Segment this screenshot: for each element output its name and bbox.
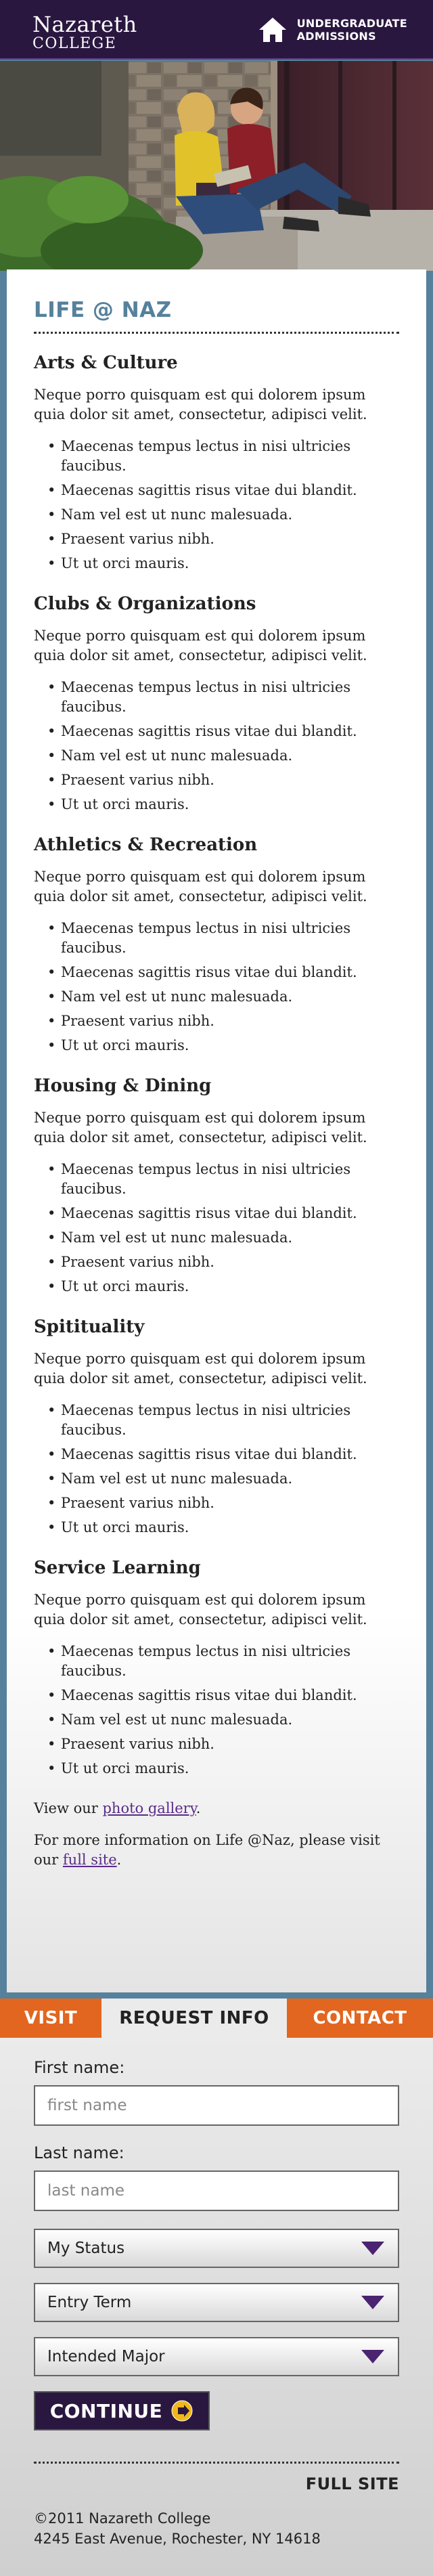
list-item: • Maecenas sagittis risus vitae dui blandit. (47, 1686, 399, 1705)
list-item: • Ut ut orci mauris. (47, 1036, 399, 1055)
first-name-label: First name: (34, 2058, 125, 2077)
gallery-suffix: . (196, 1800, 201, 1816)
list-item: • Praesent varius nibh. (47, 1252, 399, 1272)
list-item: • Maecenas sagittis risus vitae dui blandit. (47, 481, 399, 500)
site-header (0, 0, 433, 60)
section-heading: Housing & Dining (34, 1076, 212, 1096)
list-item: • Praesent varius nibh. (47, 770, 399, 790)
section-list (47, 1401, 399, 1537)
intended-major-value: Intended Major (47, 2348, 165, 2365)
section-body: Neque porro quisquam est qui dolorem ipsum quia dolor sit amet, consectetur, adipisci velit. (34, 387, 367, 422)
list-item: • Nam vel est ut nunc malesuada. (47, 1710, 399, 1730)
gallery-sentence (34, 1799, 399, 1818)
section-heading: Clubs & Organizations (34, 594, 256, 614)
section-heading: Spitituality (34, 1317, 145, 1337)
list-item: • Maecenas sagittis risus vitae dui blandit. (47, 1445, 399, 1464)
list-item: • Maecenas sagittis risus vitae dui blandit. (47, 963, 399, 982)
list-item: • Ut ut orci mauris. (47, 554, 399, 573)
logo-line2: COLLEGE (32, 35, 117, 52)
tab-contact[interactable]: CONTACT (287, 1999, 433, 2038)
last-name-label: Last name: (34, 2143, 124, 2162)
section-body: Neque porro quisquam est qui dolorem ipsum quia dolor sit amet, consectetur, adipisci velit. (34, 1351, 367, 1387)
logo-line1: Nazareth (32, 12, 137, 37)
full-site-footer-link[interactable]: FULL SITE (305, 2474, 399, 2493)
intended-major-select[interactable] (34, 2337, 399, 2376)
chevron-down-icon (360, 2240, 386, 2256)
list-item: • Maecenas tempus lectus in nisi ultricies faucibus. (47, 1401, 399, 1440)
nazareth-logo[interactable] (32, 14, 137, 51)
hero-illustration (0, 61, 433, 271)
full-site-link[interactable]: full site (62, 1852, 117, 1868)
list-item: • Maecenas tempus lectus in nisi ultricies faucibus. (47, 1642, 399, 1681)
admissions-line1: UNDERGRADUATE (296, 17, 407, 30)
entry-term-select[interactable] (34, 2283, 399, 2322)
list-item: • Nam vel est ut nunc malesuada. (47, 1469, 399, 1489)
list-item: • Nam vel est ut nunc malesuada. (47, 987, 399, 1007)
content-section (34, 1558, 399, 1778)
list-item: • Praesent varius nibh. (47, 529, 399, 549)
section-heading: Arts & Culture (34, 353, 178, 373)
list-item: • Maecenas tempus lectus in nisi ultricies faucibus. (47, 437, 399, 476)
gallery-prefix: View our (34, 1800, 103, 1816)
section-body: Neque porro quisquam est qui dolorem ipsum quia dolor sit amet, consectetur, adipisci velit. (34, 1110, 367, 1145)
address-text: 4245 East Avenue, Rochester, NY 14618 (34, 2531, 321, 2547)
list-item: • Maecenas tempus lectus in nisi ultricies faucibus. (47, 678, 399, 717)
continue-label: CONTINUE (49, 2399, 163, 2422)
continue-button[interactable] (34, 2391, 210, 2430)
content-section (34, 1317, 399, 1537)
last-name-input[interactable] (34, 2170, 399, 2211)
info-prefix: For more information on Life @Naz, please visit our (34, 1832, 380, 1868)
list-item: • Praesent varius nibh. (47, 1011, 399, 1031)
my-status-value: My Status (47, 2240, 125, 2257)
list-item: • Ut ut orci mauris. (47, 795, 399, 814)
section-list (47, 678, 399, 814)
my-status-select[interactable] (34, 2229, 399, 2268)
list-item: • Ut ut orci mauris. (47, 1518, 399, 1537)
list-item: • Nam vel est ut nunc malesuada. (47, 1228, 399, 1248)
section-body: Neque porro quisquam est qui dolorem ipsum quia dolor sit amet, consectetur, adipisci velit. (34, 1592, 367, 1628)
section-body: Neque porro quisquam est qui dolorem ipsum quia dolor sit amet, consectetur, adipisci velit. (34, 869, 367, 904)
section-list (47, 1160, 399, 1296)
page-title: LIFE @ NAZ (34, 298, 399, 334)
section-heading: Service Learning (34, 1558, 201, 1578)
admissions-line2: ADMISSIONS (296, 30, 376, 43)
chevron-down-icon (360, 2349, 386, 2365)
tab-request-info[interactable]: REQUEST INFO (101, 1999, 287, 2038)
first-name-input[interactable] (34, 2085, 399, 2126)
section-list (47, 437, 399, 573)
photo-gallery-link[interactable]: photo gallery (102, 1800, 196, 1816)
content-section (34, 835, 399, 1055)
section-heading: Athletics & Recreation (34, 835, 258, 855)
copyright-text: ©2011 Nazareth College (34, 2510, 211, 2527)
content-section (34, 594, 399, 814)
content-section (34, 1076, 399, 1296)
request-info-form (0, 2038, 433, 2576)
hero-photo (0, 61, 433, 271)
tab-bar (0, 1999, 433, 2038)
page-footnote (34, 1799, 399, 1870)
tab-visit[interactable]: VISIT (0, 1999, 101, 2038)
list-item: • Maecenas sagittis risus vitae dui blandit. (47, 722, 399, 741)
list-item: • Maecenas tempus lectus in nisi ultricies faucibus. (47, 1160, 399, 1199)
content-card (7, 269, 426, 1992)
section-list (47, 1642, 399, 1778)
footer-divider (34, 2462, 399, 2464)
list-item: • Maecenas tempus lectus in nisi ultricies faucibus. (47, 919, 399, 958)
list-item: • Nam vel est ut nunc malesuada. (47, 746, 399, 766)
entry-term-value: Entry Term (47, 2294, 132, 2311)
info-suffix: . (116, 1852, 122, 1868)
section-body: Neque porro quisquam est qui dolorem ipsum quia dolor sit amet, consectetur, adipisci velit. (34, 628, 367, 663)
content-section (34, 353, 399, 573)
list-item: • Praesent varius nibh. (47, 1493, 399, 1513)
chevron-down-icon (360, 2294, 386, 2311)
list-item: • Ut ut orci mauris. (47, 1759, 399, 1778)
info-sentence (34, 1831, 399, 1870)
list-item: • Nam vel est ut nunc malesuada. (47, 505, 399, 525)
section-list (47, 919, 399, 1055)
undergraduate-admissions-link[interactable] (258, 15, 407, 45)
list-item: • Ut ut orci mauris. (47, 1277, 399, 1296)
house-icon (258, 16, 288, 43)
list-item: • Praesent varius nibh. (47, 1734, 399, 1754)
list-item: • Maecenas sagittis risus vitae dui blandit. (47, 1204, 399, 1223)
arrow-right-circle-icon (170, 2399, 193, 2422)
